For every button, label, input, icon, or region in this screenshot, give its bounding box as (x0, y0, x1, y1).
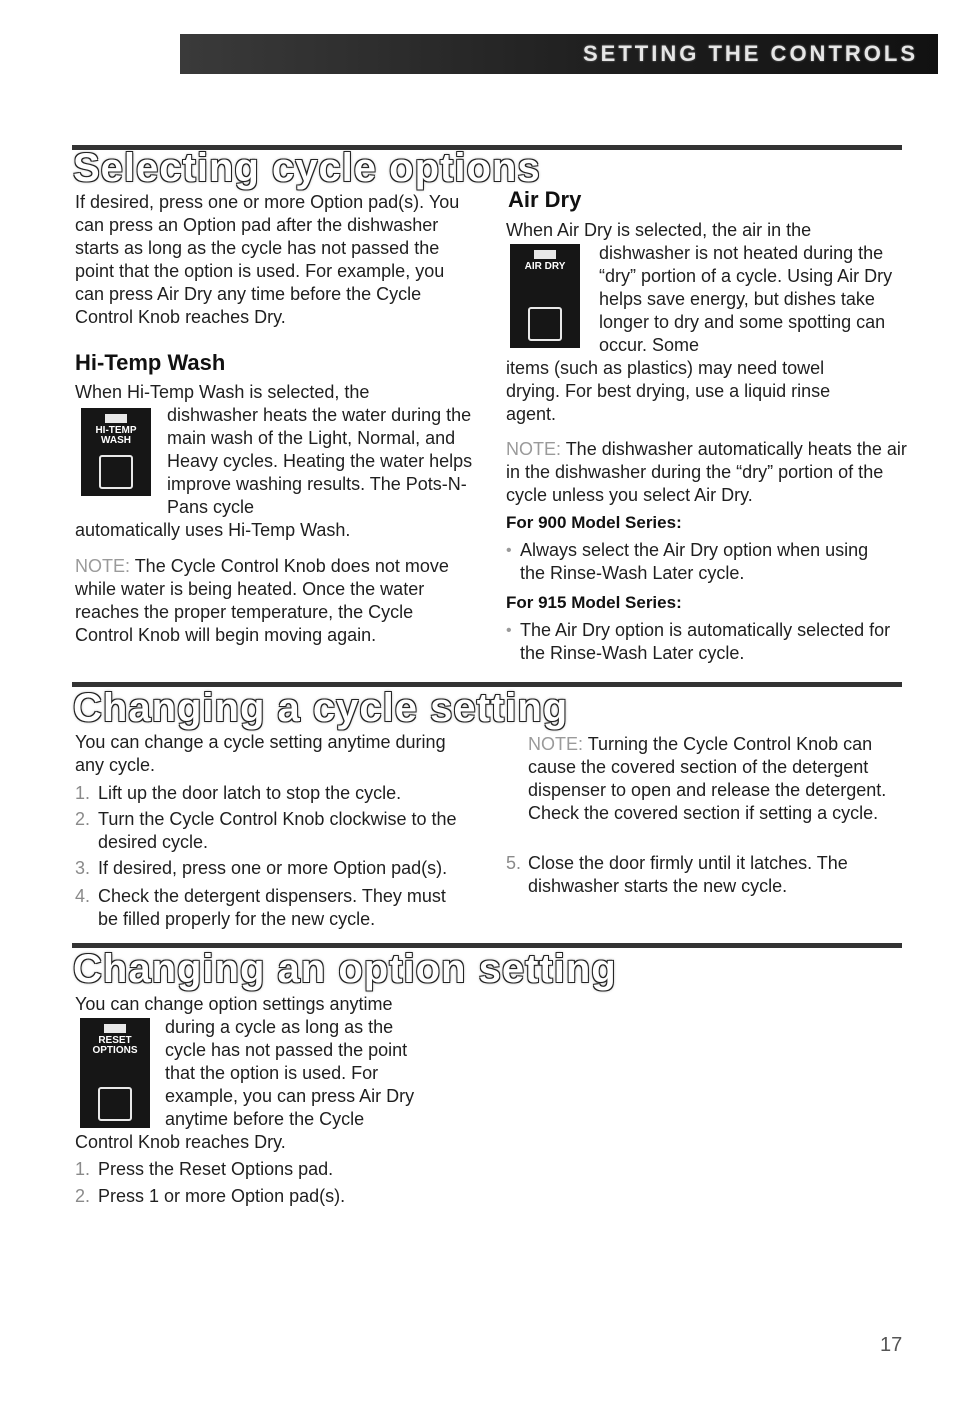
changing-option-lead: You can change option settings anytime (75, 994, 393, 1014)
note-label: NOTE: (528, 734, 584, 754)
airdry-note (506, 438, 911, 507)
note-text: The Cycle Control Knob does not move while water is being heated. Once the water reaches the proper temperature, the Cycle Control Knob will begin moving again. (75, 556, 449, 645)
banner-title: SETTING THE CONTROLS (583, 41, 918, 66)
button-square-icon (528, 307, 562, 341)
series-915-text: The Air Dry option is automatically selected for the Rinse-Wash Later cycle. (520, 620, 891, 663)
reset-options-pad-icon (80, 1018, 150, 1128)
changing-option-tail: Control Knob reaches Dry. (75, 1132, 286, 1152)
indicator-light-icon (104, 1024, 126, 1033)
series-900-text: Always select the Air Dry option when using the Rinse-Wash Later cycle. (520, 540, 869, 583)
step-text: Check the detergent dispensers. They must be filled properly for the new cycle. (98, 886, 446, 929)
step-text: Press 1 or more Option pad(s). (98, 1186, 346, 1206)
indicator-light-icon (105, 414, 127, 423)
step-number: 2. (75, 1186, 91, 1206)
section-title-changing-option: Changing an option setting (73, 947, 617, 991)
step-number: 1. (75, 1159, 91, 1179)
step-number: 4. (75, 886, 91, 906)
hitemp-heading: Hi-Temp Wash (75, 350, 226, 375)
section-title-selecting: Selecting cycle options (73, 146, 541, 190)
hitemp-wash-pad-icon (81, 408, 151, 496)
step-text: If desired, press one or more Option pad(s). (98, 858, 448, 878)
note-text: Turning the Cycle Control Knob can cause the covered section of the detergent dispenser to open and release the detergent. Check the covered section if setting a cycle. (528, 734, 887, 823)
step-text: Close the door firmly until it latches. The dishwasher starts the new cycle. (528, 853, 848, 896)
airdry-heading: Air Dry (508, 187, 582, 212)
step-number: 3. (75, 858, 91, 878)
step-number: 1. (75, 783, 91, 803)
hitemp-note (75, 555, 475, 647)
page-number: 17 (880, 1334, 903, 1356)
step-text: Turn the Cycle Control Knob clockwise to the desired cycle. (98, 809, 457, 852)
pad-label: RESET OPTIONS (92, 1035, 138, 1056)
note-label: NOTE: (506, 439, 562, 459)
changing-option-body: during a cycle as long as the cycle has not passed the point that the option is used. For example, you can press Air Dry anytime before the Cycle (165, 1017, 415, 1129)
note-text: The dishwasher automatically heats the air in the dishwasher during the “dry” portion of the cycle unless you select Air Dry. (506, 439, 907, 505)
changing-cycle-note (528, 733, 908, 825)
pad-label: AIR DRY (524, 261, 566, 272)
step-text: Press the Reset Options pad. (98, 1159, 334, 1179)
air-dry-pad-icon (510, 244, 580, 348)
button-square-icon (98, 1087, 132, 1121)
series-900-heading: For 900 Model Series: (506, 513, 682, 532)
note-label: NOTE: (75, 556, 131, 576)
bullet-icon: • (506, 622, 512, 639)
airdry-lead: When Air Dry is selected, the air in the (506, 220, 812, 240)
indicator-light-icon (534, 250, 556, 259)
hitemp-tail: automatically uses Hi-Temp Wash. (75, 520, 351, 540)
airdry-tail: items (such as plastics) may need towel drying. For best drying, use a liquid rinse agent. (506, 358, 831, 424)
bullet-icon: • (506, 542, 512, 559)
changing-cycle-intro: You can change a cycle setting anytime during any cycle. (75, 732, 446, 775)
series-915-heading: For 915 Model Series: (506, 593, 682, 612)
step-text: Lift up the door latch to stop the cycle. (98, 783, 402, 803)
hitemp-lead: When Hi-Temp Wash is selected, the (75, 382, 370, 402)
selecting-intro: If desired, press one or more Option pad(s). You can press an Option pad after the dishwasher starts as long as the cycle has not passed the point that the option is used. For example, you can press Air Dry any time before the Cycle Control Knob reaches Dry. (75, 192, 460, 327)
hitemp-body: dishwasher heats the water during the main wash of the Light, Normal, and Heavy cycles. Heating the water helps improve washing results. The Pots-N-Pans cycle (167, 405, 473, 517)
airdry-body: dishwasher is not heated during the “dry” portion of a cycle. Using Air Dry helps save energy, but dishes take longer to dry and some spotting can occur. Some (599, 243, 893, 355)
pad-label: HI-TEMP WASH (95, 425, 137, 446)
section-banner (180, 34, 938, 74)
section-title-changing-cycle: Changing a cycle setting (73, 686, 569, 730)
step-number: 5. (506, 853, 522, 873)
step-number: 2. (75, 809, 91, 829)
button-square-icon (99, 455, 133, 489)
